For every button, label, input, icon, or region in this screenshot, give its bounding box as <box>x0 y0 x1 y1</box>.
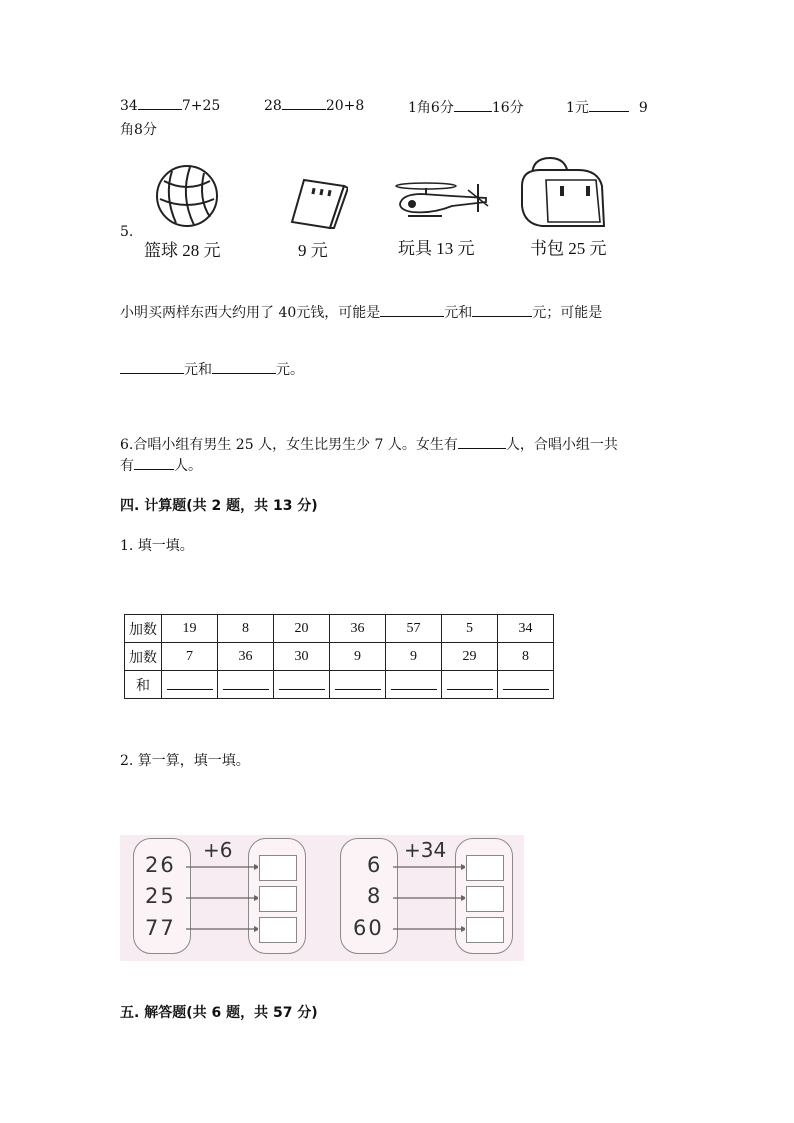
table-cell: 7 <box>162 643 218 671</box>
section-4-q1: 1. 填一填。 <box>120 538 194 554</box>
sum-answer-cell[interactable] <box>386 671 442 699</box>
input-number: 60 <box>353 916 384 940</box>
question-number-5: 5. <box>120 224 134 240</box>
row-label: 和 <box>125 671 162 699</box>
item-label-notebook: 9 元 <box>298 241 328 260</box>
backpack-icon <box>518 156 610 230</box>
q6-question-line-1: 6.合唱小组有男生 25 人，女生比男生少 7 人。女生有 人，合唱小组一共 <box>120 437 618 453</box>
table-cell: 30 <box>274 643 330 671</box>
answer-blank[interactable] <box>138 97 182 110</box>
answer-blank[interactable] <box>212 361 276 374</box>
table-cell: 36 <box>218 643 274 671</box>
table-cell: 57 <box>386 615 442 643</box>
table-row <box>125 643 554 671</box>
answer-blank[interactable] <box>454 99 492 112</box>
answer-blank[interactable] <box>134 457 174 470</box>
compare-item-2: 28 20+8 <box>264 98 365 114</box>
basketball-icon <box>154 163 220 229</box>
table-row <box>125 615 554 643</box>
sum-answer-cell[interactable] <box>498 671 554 699</box>
section-5-title: 五. 解答题(共 6 题，共 57 分) <box>120 1005 318 1021</box>
answer-box[interactable] <box>259 855 297 881</box>
table-cell: 36 <box>330 615 386 643</box>
answer-blank[interactable] <box>380 304 444 317</box>
q5-question-line-1: 小明买两样东西大约用了 40元钱，可能是 元和 元；可能是 <box>120 305 603 321</box>
table-cell: 34 <box>498 615 554 643</box>
answer-blank[interactable] <box>282 97 326 110</box>
toy-helicopter-icon <box>392 176 492 220</box>
table-row <box>125 671 554 699</box>
sum-answer-cell[interactable] <box>330 671 386 699</box>
operation-label: +34 <box>404 838 447 862</box>
q6-question-line-2: 有 人。 <box>120 458 202 474</box>
item-label-backpack: 书包 25 元 <box>530 239 607 258</box>
q5-question-line-2: 元和 元。 <box>120 359 304 379</box>
compare-item-3: 1角6分 16分 <box>408 100 524 116</box>
answer-box[interactable] <box>259 886 297 912</box>
item-label-basketball: 篮球 28 元 <box>144 241 221 260</box>
input-number: 25 <box>145 884 176 908</box>
answer-blank[interactable] <box>472 304 532 317</box>
row-label: 加数 <box>125 615 162 643</box>
addition-table <box>124 614 554 699</box>
compare-item-4: 1元 9 <box>566 100 648 116</box>
input-number: 77 <box>145 916 176 940</box>
answer-box[interactable] <box>466 855 504 881</box>
table-cell: 8 <box>498 643 554 671</box>
input-number: 6 <box>367 853 383 877</box>
table-cell: 9 <box>330 643 386 671</box>
operation-label: +6 <box>203 838 233 862</box>
table-cell: 8 <box>218 615 274 643</box>
sum-answer-cell[interactable] <box>162 671 218 699</box>
compare-line-1: 34 7+25 <box>120 98 221 114</box>
arrows <box>186 855 258 941</box>
input-number: 8 <box>367 884 383 908</box>
answer-box[interactable] <box>466 917 504 943</box>
table-cell: 9 <box>386 643 442 671</box>
answer-blank[interactable] <box>458 436 506 449</box>
table-cell: 19 <box>162 615 218 643</box>
section-4-q2: 2. 算一算，填一填。 <box>120 753 250 769</box>
compare-line-2: 角8分 <box>120 122 157 138</box>
arrows <box>393 855 465 941</box>
table-cell: 29 <box>442 643 498 671</box>
notebook-icon <box>290 176 348 232</box>
row-label: 加数 <box>125 643 162 671</box>
input-number: 26 <box>145 853 176 877</box>
item-label-toy: 玩具 13 元 <box>398 239 475 258</box>
answer-box[interactable] <box>259 917 297 943</box>
section-4-title: 四. 计算题(共 2 题，共 13 分) <box>120 498 318 514</box>
sum-answer-cell[interactable] <box>274 671 330 699</box>
answer-box[interactable] <box>466 886 504 912</box>
answer-blank[interactable] <box>120 361 184 374</box>
table-cell: 5 <box>442 615 498 643</box>
sum-answer-cell[interactable] <box>442 671 498 699</box>
sum-answer-cell[interactable] <box>218 671 274 699</box>
table-cell: 20 <box>274 615 330 643</box>
answer-blank[interactable] <box>589 99 629 112</box>
